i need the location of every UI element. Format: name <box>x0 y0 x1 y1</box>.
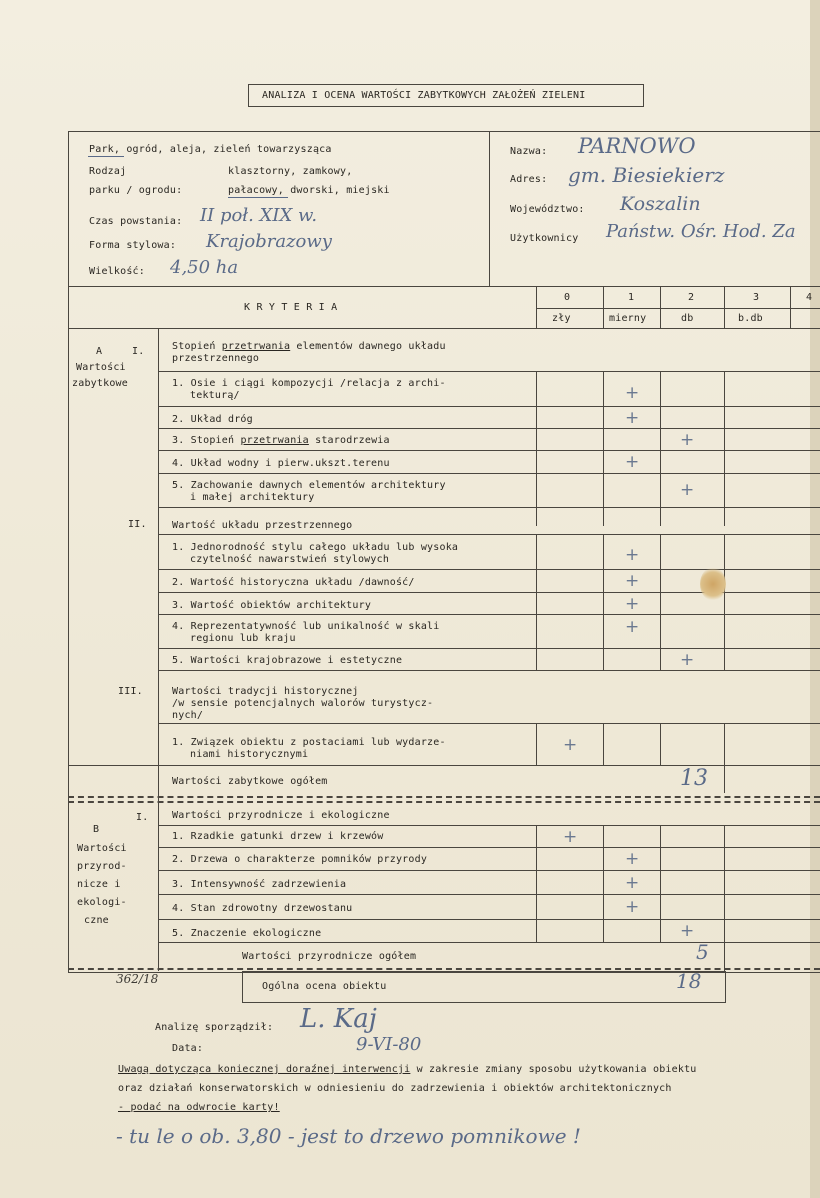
score-mark-b-4: + <box>625 897 640 917</box>
b-item2-text: 2. Drzewa o charakterze pomników przyrody <box>172 854 428 865</box>
score-mark-a2-3: + <box>625 594 640 614</box>
section-b-name-3: nicze i <box>77 879 121 890</box>
scale-number-1: 1 <box>628 292 635 303</box>
section-a-name-2: zabytkowe <box>72 378 128 389</box>
overall-value: 18 <box>676 969 702 993</box>
section-b-title: Wartości przyrodnicze i ekologiczne <box>172 810 390 821</box>
wielkosc-label: Wielkość: <box>89 266 145 277</box>
adres-value: gm. Biesiekierz <box>568 163 725 187</box>
group-a3-title-1: Wartości tradycji historycznej <box>172 686 359 697</box>
score-mark-a3-1: + <box>563 735 578 755</box>
group-a2-title: Wartość układu przestrzennego <box>172 520 353 531</box>
score-mark-b-3: + <box>625 873 640 893</box>
section-b-total-value: 5 <box>696 940 709 964</box>
section-b-name-1: Wartości <box>77 843 127 854</box>
scale-label-mierny: mierny <box>609 313 647 324</box>
note-line-2: oraz działań konserwatorskich w odniesieniu do zadrzewienia i obiektów architektonicznych <box>118 1083 672 1094</box>
b-item4-text: 4. Stan zdrowotny drzewostanu <box>172 903 353 914</box>
rodzaj-label: Rodzaj <box>89 166 127 177</box>
a1-item2-text: 2. Układ dróg <box>172 414 253 425</box>
section-a-total-label: Wartości zabytkowe ogółem <box>172 776 328 787</box>
wojewodztwo-label: Województwo: <box>510 204 585 215</box>
parku-options: pałacowy, dworski, miejski <box>228 185 390 196</box>
section-b-letter: B <box>93 824 100 835</box>
score-mark-a2-2: + <box>625 571 640 591</box>
form-title: ANALIZA I OCENA WARTOŚCI ZABYTKOWYCH ZAŁOŻEŃ ZIELENI <box>262 90 586 101</box>
group-a1-title-1: Stopień przetrwania elementów dawnego układu <box>172 341 446 352</box>
czas-label: Czas powstania: <box>89 216 183 227</box>
nazwa-value: PARNOWO <box>578 134 696 158</box>
kryteria-heading: K R Y T E R I A <box>244 302 338 313</box>
a2-item5-text: 5. Wartości krajobrazowe i estetyczne <box>172 655 403 666</box>
note-line-3: - podać na odwrocie karty! <box>118 1102 280 1113</box>
section-b-roman: I. <box>136 812 149 823</box>
signature: L. Kaj <box>300 1004 377 1034</box>
scale-number-3: 3 <box>753 292 760 303</box>
score-mark-b-2: + <box>625 849 640 869</box>
section-b-name-5: czne <box>84 915 109 926</box>
a1-item5-text: 5. Zachowanie dawnych elementów architektury <box>172 480 446 491</box>
scale-number-4: 4 <box>806 292 813 303</box>
uzytkownicy-label: Użytkownicy <box>510 233 579 244</box>
score-mark-a2-4: + <box>625 617 640 637</box>
score-mark-b-1: + <box>563 827 578 847</box>
group-a1-title-2: przestrzennego <box>172 353 260 364</box>
scale-label-bdb: b.db <box>738 313 763 324</box>
parku-label: parku / ogrodu: <box>89 185 183 196</box>
stain <box>700 567 726 601</box>
adres-label: Adres: <box>510 174 548 185</box>
a2-item2-text: 2. Wartość historyczna układu /dawność/ <box>172 577 415 588</box>
date-value: 9-VI-80 <box>356 1034 422 1055</box>
czas-value: II poł. XIX w. <box>200 205 318 226</box>
score-mark-a1-5: + <box>680 480 695 500</box>
b-item3-text: 3. Intensywność zadrzewienia <box>172 879 347 890</box>
a1-item3-text: 3. Stopień przetrwania starodrzewia <box>172 435 390 446</box>
score-mark-a1-3: + <box>680 430 695 450</box>
a3-item1-text: 1. Związek obiektu z postaciami lub wydarze- <box>172 737 446 748</box>
section-a-name-1: Wartości <box>76 362 126 373</box>
group-a2-roman: II. <box>128 519 147 530</box>
score-mark-b-5: + <box>680 921 695 941</box>
scale-number-0: 0 <box>564 292 571 303</box>
a2-item1-text: 1. Jednorodność stylu całego układu lub wysoka <box>172 542 459 553</box>
overall-label: Ogólna ocena obiektu <box>262 981 387 992</box>
section-a-total-value: 13 <box>680 766 708 791</box>
score-mark-a2-5: + <box>680 650 695 670</box>
a1-item1-text: 1. Osie i ciągi kompozycji /relacja z archi- <box>172 378 446 389</box>
nazwa-label: Nazwa: <box>510 146 548 157</box>
section-b-name-2: przyrod- <box>77 861 127 872</box>
note-line-1: Uwagą dotycząca koniecznej doraźnej interwencji w zakresie zmiany sposobu użytkowania obiektu <box>118 1064 697 1075</box>
section-a-letter: A <box>96 346 103 357</box>
wojewodztwo-value: Koszalin <box>620 193 701 215</box>
section-b-name-4: ekologi- <box>77 897 127 908</box>
b-item1-text: 1. Rzadkie gatunki drzew i krzewów <box>172 831 384 842</box>
group-a1-roman: I. <box>132 346 145 357</box>
archive-number: 362/18 <box>116 972 159 986</box>
wielkosc-value: 4,50 ha <box>170 257 239 278</box>
a2-item3-text: 3. Wartość obiektów architektury <box>172 600 372 611</box>
type-line: Park, ogród, aleja, zieleń towarzysząca <box>89 144 332 155</box>
score-mark-a1-4: + <box>625 452 640 472</box>
score-mark-a1-1: + <box>625 383 640 403</box>
scale-label-db: db <box>681 313 694 324</box>
rodzaj-options: klasztorny, zamkowy, <box>228 166 353 177</box>
score-mark-a2-1: + <box>625 545 640 565</box>
date-label: Data: <box>172 1043 204 1054</box>
section-b-total-label: Wartości przyrodnicze ogółem <box>242 951 417 962</box>
score-mark-a1-2: + <box>625 408 640 428</box>
author-label: Analizę sporządził: <box>155 1022 274 1033</box>
uzytkownicy-value: Państw. Ośr. Hod. Za <box>606 221 796 242</box>
forma-label: Forma stylowa: <box>89 240 177 251</box>
handwritten-note: - tu le o ob. 3,80 - jest to drzewo pomnikowe ! <box>116 1124 581 1148</box>
forma-value: Krajobrazowy <box>206 231 332 252</box>
scale-number-2: 2 <box>688 292 695 303</box>
scale-label-zly: zły <box>552 313 571 324</box>
a2-item4-text: 4. Reprezentatywność lub unikalność w skali <box>172 621 440 632</box>
b-item5-text: 5. Znaczenie ekologiczne <box>172 928 322 939</box>
a1-item4-text: 4. Układ wodny i pierw.ukszt.terenu <box>172 458 390 469</box>
group-a3-roman: III. <box>118 686 143 697</box>
